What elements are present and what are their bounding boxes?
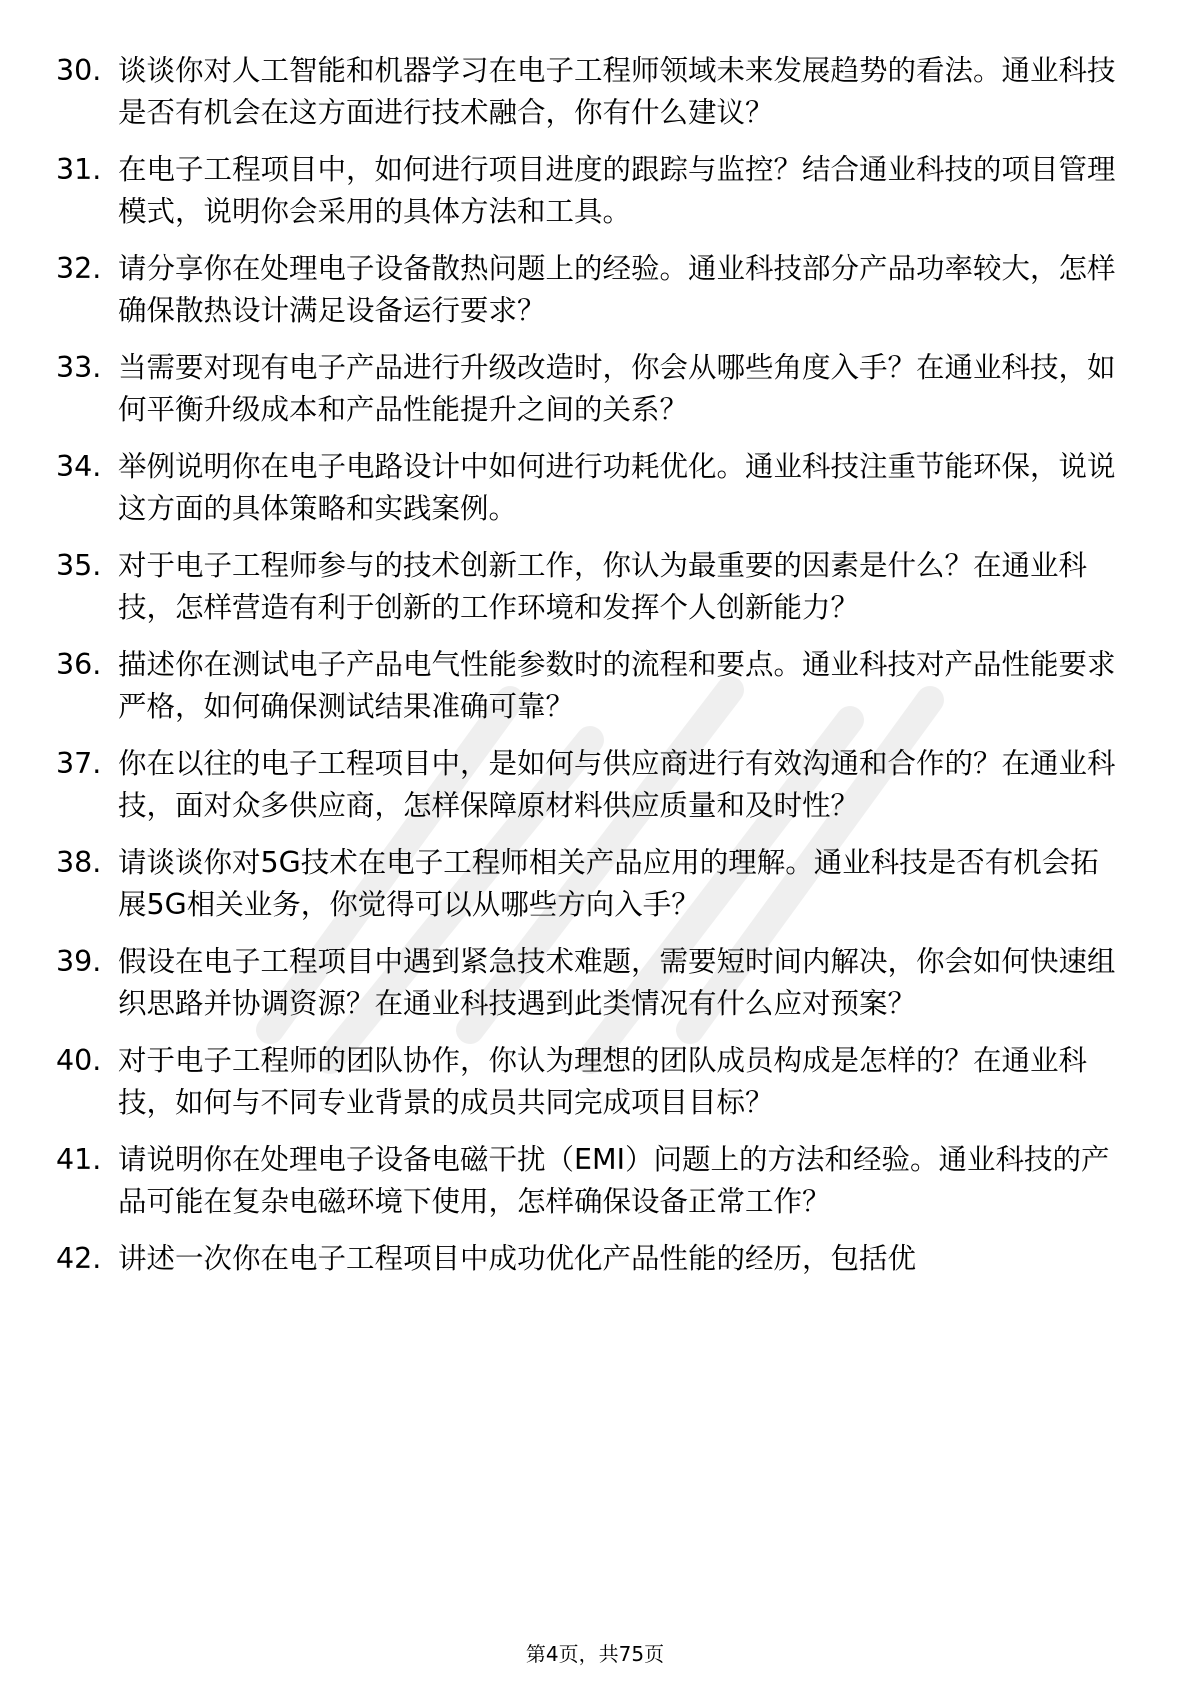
question-number: 40. bbox=[56, 1044, 102, 1077]
question-text: 请谈谈你对5G技术在电子工程师相关产品应用的理解。通业科技是否有机会拓展5G相关业务，你觉得可以从哪些方向入手？ bbox=[118, 846, 1099, 921]
question-number: 30. bbox=[56, 54, 102, 87]
question-number: 37. bbox=[56, 747, 102, 780]
question-item-42 bbox=[56, 1238, 1116, 1280]
question-number: 38. bbox=[56, 846, 102, 879]
question-number: 32. bbox=[56, 252, 102, 285]
question-item-37 bbox=[56, 743, 1116, 827]
question-item-40 bbox=[56, 1040, 1116, 1124]
question-number: 31. bbox=[56, 153, 102, 186]
question-text: 当需要对现有电子产品进行升级改造时，你会从哪些角度入手？在通业科技，如何平衡升级成本和产品性能提升之间的关系？ bbox=[118, 351, 1116, 426]
question-text: 请说明你在处理电子设备电磁干扰（EMI）问题上的方法和经验。通业科技的产品可能在复杂电磁环境下使用，怎样确保设备正常工作？ bbox=[118, 1143, 1110, 1218]
question-number: 35. bbox=[56, 549, 102, 582]
question-number: 42. bbox=[56, 1242, 102, 1275]
question-number: 34. bbox=[56, 450, 102, 483]
question-item-32 bbox=[56, 248, 1116, 332]
question-number: 39. bbox=[56, 945, 102, 978]
question-text: 举例说明你在电子电路设计中如何进行功耗优化。通业科技注重节能环保，说说这方面的具体策略和实践案例。 bbox=[118, 450, 1116, 525]
question-text: 对于电子工程师的团队协作，你认为理想的团队成员构成是怎样的？在通业科技，如何与不同专业背景的成员共同完成项目目标？ bbox=[118, 1044, 1088, 1119]
question-number: 33. bbox=[56, 351, 102, 384]
question-number: 41. bbox=[56, 1143, 102, 1176]
page-number-footer: 第4页，共75页 bbox=[525, 1642, 665, 1666]
question-text: 你在以往的电子工程项目中，是如何与供应商进行有效沟通和合作的？在通业科技，面对众多供应商，怎样保障原材料供应质量和及时性？ bbox=[118, 747, 1116, 822]
question-text: 描述你在测试电子产品电气性能参数时的流程和要点。通业科技对产品性能要求严格，如何确保测试结果准确可靠？ bbox=[118, 648, 1116, 723]
question-item-41 bbox=[56, 1139, 1116, 1223]
question-text: 请分享你在处理电子设备散热问题上的经验。通业科技部分产品功率较大，怎样确保散热设计满足设备运行要求？ bbox=[118, 252, 1116, 327]
question-text: 在电子工程项目中，如何进行项目进度的跟踪与监控？结合通业科技的项目管理模式，说明你会采用的具体方法和工具。 bbox=[118, 153, 1116, 228]
question-item-30 bbox=[56, 50, 1116, 134]
question-number: 36. bbox=[56, 648, 102, 681]
question-item-34 bbox=[56, 446, 1116, 530]
question-item-36 bbox=[56, 644, 1116, 728]
question-text: 谈谈你对人工智能和机器学习在电子工程师领域未来发展趋势的看法。通业科技是否有机会在这方面进行技术融合，你有什么建议？ bbox=[118, 54, 1116, 129]
question-text: 对于电子工程师参与的技术创新工作，你认为最重要的因素是什么？在通业科技，怎样营造有利于创新的工作环境和发挥个人创新能力？ bbox=[118, 549, 1088, 624]
question-item-38 bbox=[56, 842, 1116, 926]
question-item-39 bbox=[56, 941, 1116, 1025]
question-item-31 bbox=[56, 149, 1116, 233]
question-text: 讲述一次你在电子工程项目中成功优化产品性能的经历，包括优 bbox=[118, 1242, 917, 1275]
question-item-35 bbox=[56, 545, 1116, 629]
question-list bbox=[56, 50, 1116, 1295]
question-item-33 bbox=[56, 347, 1116, 431]
question-text: 假设在电子工程项目中遇到紧急技术难题，需要短时间内解决，你会如何快速组织思路并协调资源？在通业科技遇到此类情况有什么应对预案？ bbox=[118, 945, 1116, 1020]
